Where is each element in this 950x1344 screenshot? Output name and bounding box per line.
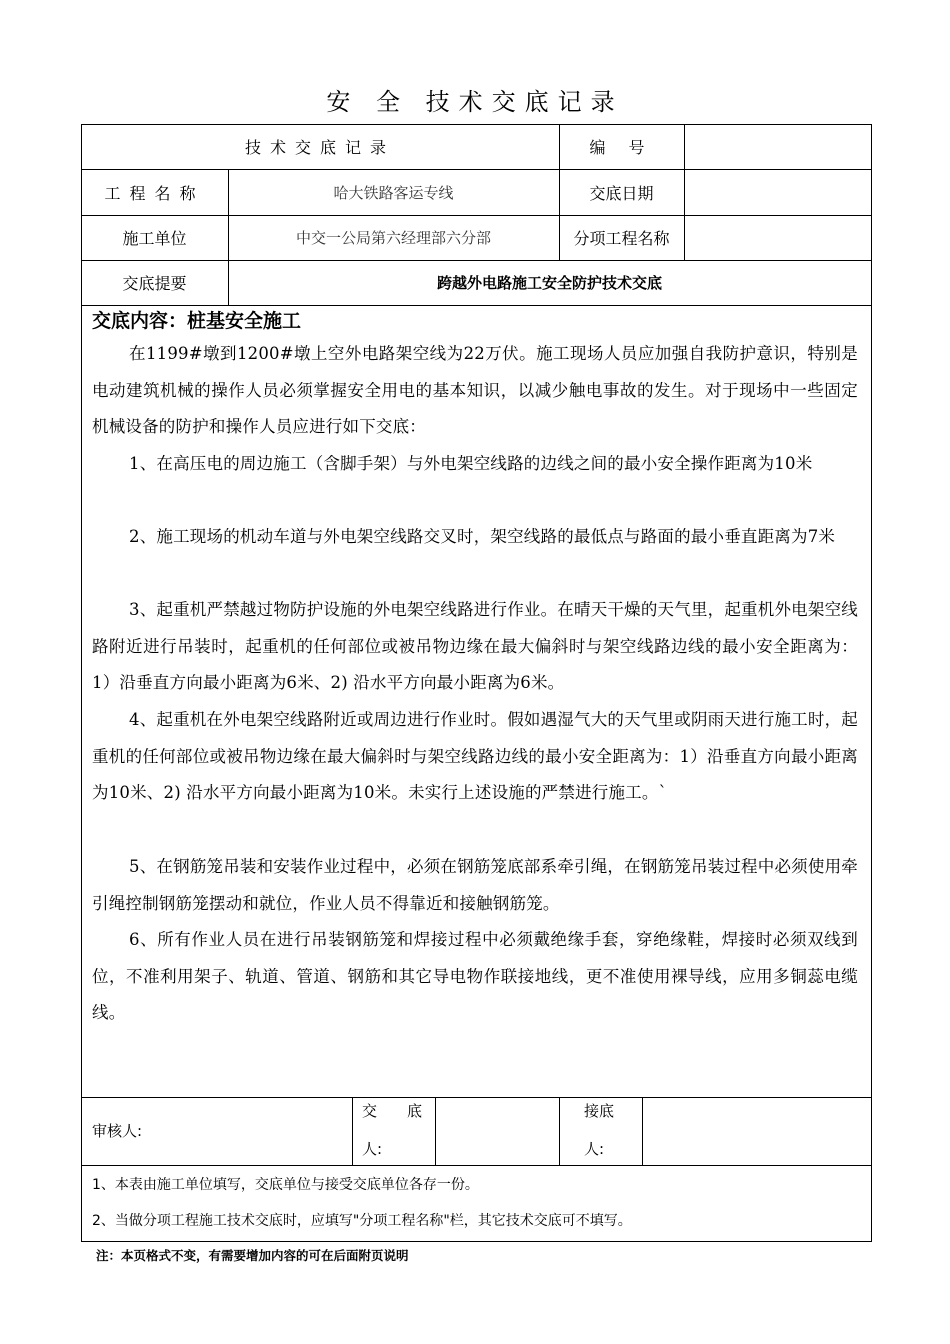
number-label: 编 号 xyxy=(589,138,654,157)
unit-value: 中交一公局第六经理部六分部 xyxy=(295,229,491,247)
row-divider xyxy=(81,1165,872,1166)
project-value: 哈大铁路客运专线 xyxy=(333,183,454,202)
sub-project-label: 分项工程名称 xyxy=(573,229,670,248)
content-paragraph: 4、起重机在外电架空线路附近或周边进行作业时。假如遇湿气大的天气里或阴雨天进行施工时，起重机的任何部位或被吊物边缘在最大偏斜时与架空线路边线的最小安全距离为：1）沿垂直方向最小距离为10米、2) 沿水平方向最小距离为10米。未实行上述设施的严禁进行施工。` xyxy=(92,710,858,802)
handover-label: 交 底 xyxy=(362,1102,423,1120)
table-note: 2、当做分项工程施工技术交底时，应填写"分项工程名称"栏，其它技术交底可不填写。 xyxy=(92,1213,632,1229)
sub-project-value xyxy=(684,215,871,260)
col-divider xyxy=(352,1097,353,1166)
content-paragraph: 1、在高压电的周边施工（含脚手架）与外电架空线路的边线之间的最小安全操作距离为10米 xyxy=(129,454,813,473)
receiver-label: 接底 xyxy=(584,1102,615,1120)
content-heading: 交底内容：桩基安全施工 xyxy=(92,310,302,332)
footer-note: 注：本页格式不变，有需要增加内容的可在后面附页说明 xyxy=(96,1248,409,1263)
content-paragraph: 5、在钢筋笼吊装和安装作业过程中，必须在钢筋笼底部系牵引绳，在钢筋笼吊装过程中必须使用牵引绳控制钢筋笼摆动和就位，作业人员不得靠近和接触钢筋笼。 xyxy=(92,857,858,913)
project-label: 工程名称 xyxy=(104,183,205,203)
col-divider xyxy=(559,1097,560,1166)
reviewer-label: 审核人: xyxy=(92,1122,143,1140)
content-paragraph: 在1199#墩到1200#墩上空外电路架空线为22万伏。施工现场人员应加强自我防护意识，特别是电动建筑机械的操作人员必须掌握安全用电的基本知识，以减少触电事故的发生。对于现场中一些固定机械设备的防护和操作人员应进行如下交底： xyxy=(92,344,858,436)
content-paragraph: 2、施工现场的机动车道与外电架空线路交叉时，架空线路的最低点与路面的最小垂直距离为7米 xyxy=(129,527,836,546)
number-value xyxy=(684,124,871,169)
record-label: 技术交底记录 xyxy=(244,138,395,157)
page-title: 安 全 技术交底记录 xyxy=(326,88,624,116)
summary-label: 交底提要 xyxy=(122,274,187,293)
summary-value: 跨越外电路施工安全防护技术交底 xyxy=(436,274,662,292)
unit-label: 施工单位 xyxy=(122,229,187,248)
table-note: 1、本表由施工单位填写，交底单位与接受交底单位各存一份。 xyxy=(92,1177,479,1193)
table-border-right xyxy=(871,124,872,1242)
content-paragraph: 6、所有作业人员在进行吊装钢筋笼和焊接过程中必须戴绝缘手套，穿绝缘鞋，焊接时必须双线到位，不准利用架子、轨道、管道、钢筋和其它导电物作联接地线，更不准使用裸导线，应用多铜蕊电缆线。 xyxy=(92,930,858,1022)
col-divider xyxy=(435,1097,436,1166)
receiver-label-suffix: 人: xyxy=(584,1140,605,1158)
col-divider xyxy=(642,1097,643,1166)
date-value xyxy=(684,169,871,215)
date-label: 交底日期 xyxy=(589,183,654,203)
table-border-bottom xyxy=(81,1241,872,1242)
content-paragraph: 3、起重机严禁越过物防护设施的外电架空线路进行作业。在晴天干燥的天气里，起重机外电架空线路附近进行吊装时，起重机的任何部位或被吊物边缘在最大偏斜时与架空线路边线的最小安全距离为：1）沿垂直方向最小距离为6米、2) 沿水平方向最小距离为6米。 xyxy=(92,600,858,692)
handover-label-suffix: 人: xyxy=(362,1140,383,1158)
row-divider xyxy=(81,1097,872,1098)
